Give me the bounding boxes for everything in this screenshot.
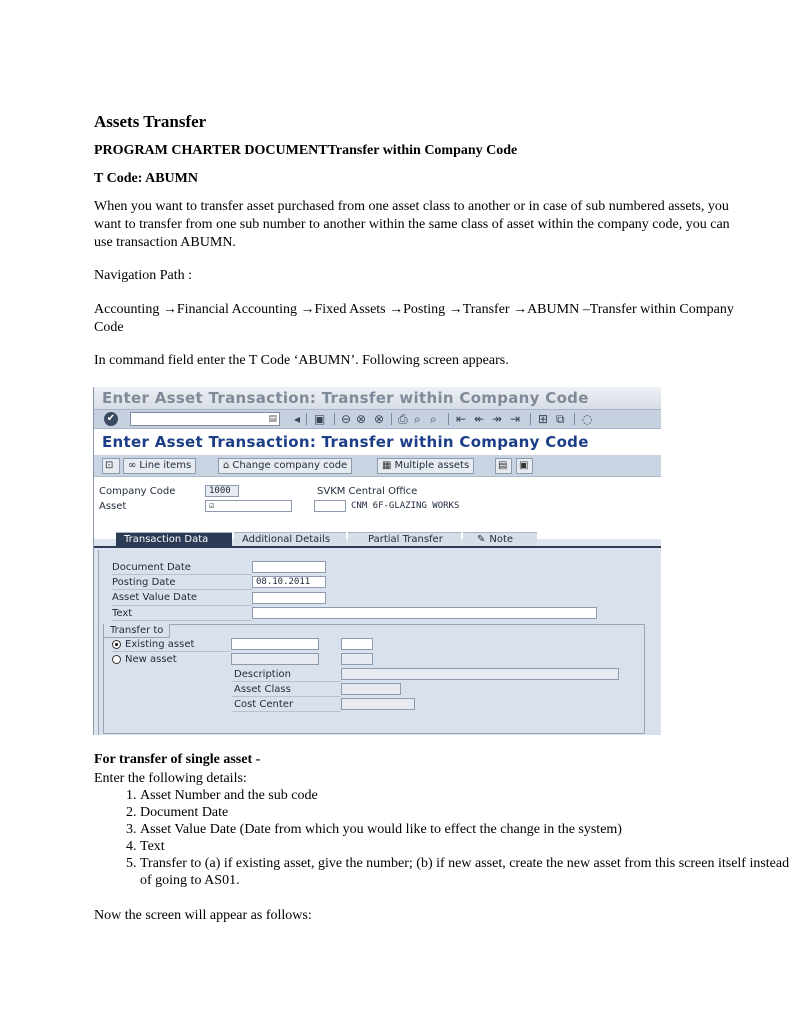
command-field[interactable] bbox=[130, 412, 280, 426]
toolbar-divider bbox=[334, 413, 335, 425]
intro-paragraph: When you want to transfer asset purchased from one asset class to another or in case of sub numbered assets, you want to transfer from one sub number to another within the same class of asset within the company code, you can use transaction ABUMN. bbox=[94, 199, 730, 250]
screen-title: Enter Asset Transaction: Transfer within Company Code bbox=[102, 433, 589, 451]
save-icon[interactable]: ▣ bbox=[314, 412, 326, 426]
back-icon[interactable]: ◂ bbox=[294, 412, 301, 426]
existing-asset-radio[interactable] bbox=[112, 640, 121, 649]
simulate-button[interactable] bbox=[495, 458, 512, 474]
post-button[interactable] bbox=[516, 458, 533, 474]
field-underline bbox=[232, 681, 341, 682]
enter-details-text: Enter the following details: bbox=[94, 771, 247, 786]
description-label: Description bbox=[234, 669, 291, 680]
cost-center-label: Cost Center bbox=[234, 699, 294, 710]
list-item: 1. Asset Number and the sub code bbox=[140, 787, 790, 804]
tab-divider bbox=[94, 546, 661, 548]
multiple-assets-button[interactable] bbox=[377, 458, 474, 474]
standard-toolbar bbox=[94, 409, 661, 429]
cancel-icon[interactable]: ⊗ bbox=[374, 412, 385, 426]
line-items-button[interactable] bbox=[123, 458, 196, 474]
nav-label: Navigation Path : bbox=[94, 268, 192, 283]
note-icon: ✎ bbox=[477, 534, 486, 545]
document-icon: ▤ bbox=[498, 460, 508, 471]
command-instruction: In command field enter the T Code ‘ABUMN’. Following screen appears. bbox=[94, 353, 509, 368]
cost-center-field[interactable] bbox=[341, 698, 415, 710]
tcode-heading: T Code: ABUMN bbox=[94, 171, 198, 186]
toggle-icon: ⊡ bbox=[105, 460, 114, 471]
existing-asset-subnumber-field[interactable] bbox=[341, 638, 373, 650]
asset-subnumber-field[interactable] bbox=[314, 500, 346, 512]
toolbar-divider bbox=[391, 413, 392, 425]
list-item: 2. Document Date bbox=[140, 804, 790, 821]
list-item: 5. Transfer to (a) if existing asset, give the number; (b) if new asset, create the new asset from this screen itself instead of going to AS01. bbox=[140, 855, 790, 889]
nav-path: Accounting →Financial Accounting →Fixed Assets →Posting →Transfer →ABUMN –Transfer within Company Code bbox=[94, 302, 734, 335]
toolbar-divider bbox=[530, 413, 531, 425]
description-field[interactable] bbox=[341, 668, 619, 680]
ok-icon[interactable]: ✔ bbox=[104, 412, 118, 426]
first-page-icon[interactable]: ⇤ bbox=[456, 412, 467, 426]
help-icon[interactable]: ◌ bbox=[582, 412, 593, 426]
new-asset-subnumber-field[interactable] bbox=[341, 653, 373, 665]
list-item: 3. Asset Value Date (Date from which you would like to effect the change in the system) bbox=[140, 821, 790, 838]
asset-description: CNM 6F-GLAZING WORKS bbox=[351, 501, 460, 511]
steps-list bbox=[94, 787, 790, 889]
asset-label: Asset bbox=[99, 501, 127, 512]
field-underline bbox=[112, 574, 252, 575]
display-toggle-button[interactable] bbox=[102, 458, 120, 474]
posting-date-field[interactable]: 08.10.2011 bbox=[252, 576, 326, 588]
line-items-label: Line items bbox=[139, 460, 192, 471]
application-toolbar bbox=[94, 455, 661, 477]
asset-class-label: Asset Class bbox=[234, 684, 291, 695]
asset-value-date-label: Asset Value Date bbox=[112, 592, 198, 603]
existing-asset-label: Existing asset bbox=[125, 639, 195, 650]
tab-transaction-data[interactable]: Transaction Data bbox=[116, 532, 232, 546]
tab-note[interactable] bbox=[463, 532, 537, 546]
sap-screenshot bbox=[93, 387, 661, 735]
field-underline bbox=[112, 605, 252, 606]
text-label: Text bbox=[112, 608, 133, 619]
field-underline bbox=[112, 651, 231, 652]
single-asset-heading: For transfer of single asset - bbox=[94, 752, 261, 767]
dropdown-icon[interactable]: ▤ bbox=[268, 414, 277, 424]
toolbar-divider bbox=[306, 413, 307, 425]
text-field[interactable] bbox=[252, 607, 597, 619]
company-code-field[interactable]: 1000 bbox=[205, 485, 239, 497]
tab-partial-transfer[interactable]: Partial Transfer bbox=[348, 532, 461, 546]
field-underline bbox=[232, 711, 341, 712]
new-asset-radio[interactable] bbox=[112, 655, 121, 664]
checkbox-icon: ☑ bbox=[209, 501, 215, 511]
tab-additional-details[interactable]: Additional Details bbox=[234, 532, 346, 546]
document-date-label: Document Date bbox=[112, 562, 191, 573]
exit-icon[interactable]: ⊗ bbox=[356, 412, 367, 426]
list-item: 4. Text bbox=[140, 838, 790, 855]
new-asset-number-field[interactable] bbox=[231, 653, 319, 665]
save-icon: ▣ bbox=[519, 460, 529, 471]
glasses-icon: ∞ bbox=[128, 460, 137, 471]
field-underline bbox=[112, 589, 252, 590]
screen-header bbox=[94, 429, 661, 455]
asset-number-field[interactable] bbox=[205, 500, 292, 512]
find-next-icon[interactable]: ⌕ bbox=[430, 412, 437, 426]
posting-date-label: Posting Date bbox=[112, 577, 176, 588]
window-title: Enter Asset Transaction: Transfer within Company Code bbox=[94, 387, 661, 409]
next-page-icon[interactable]: ↠ bbox=[492, 412, 503, 426]
field-underline bbox=[232, 696, 341, 697]
toolbar-divider bbox=[448, 413, 449, 425]
existing-asset-number-field[interactable] bbox=[231, 638, 319, 650]
company-code-label: Company Code bbox=[99, 486, 176, 497]
toolbar-divider bbox=[574, 413, 575, 425]
closing-text: Now the screen will appear as follows: bbox=[94, 908, 312, 923]
document-date-field[interactable] bbox=[252, 561, 326, 573]
change-company-code-label: Change company code bbox=[232, 460, 348, 471]
tab-note-label: Note bbox=[489, 534, 514, 545]
multiple-assets-label: Multiple assets bbox=[394, 460, 470, 471]
nav-back-icon[interactable]: ⊖ bbox=[341, 412, 352, 426]
document-subtitle: PROGRAM CHARTER DOCUMENTTransfer within Company Code bbox=[94, 143, 518, 158]
prev-page-icon[interactable]: ↞ bbox=[474, 412, 485, 426]
transfer-to-title: Transfer to bbox=[104, 624, 170, 638]
new-asset-label: New asset bbox=[125, 654, 177, 665]
change-company-code-button[interactable] bbox=[218, 458, 352, 474]
company-icon: ⌂ bbox=[223, 460, 230, 471]
asset-class-field[interactable] bbox=[341, 683, 401, 695]
table-icon: ▦ bbox=[382, 460, 392, 471]
company-name: SVKM Central Office bbox=[317, 486, 418, 497]
last-page-icon[interactable]: ⇥ bbox=[510, 412, 521, 426]
print-icon[interactable]: ⎙ bbox=[398, 412, 408, 426]
asset-value-date-field[interactable] bbox=[252, 592, 326, 604]
field-underline bbox=[112, 620, 252, 621]
shortcut-icon[interactable]: ⧉ bbox=[556, 412, 565, 426]
new-session-icon[interactable]: ⊞ bbox=[538, 412, 549, 426]
document-title: Assets Transfer bbox=[94, 112, 207, 131]
find-icon[interactable]: ⌕ bbox=[414, 412, 421, 426]
